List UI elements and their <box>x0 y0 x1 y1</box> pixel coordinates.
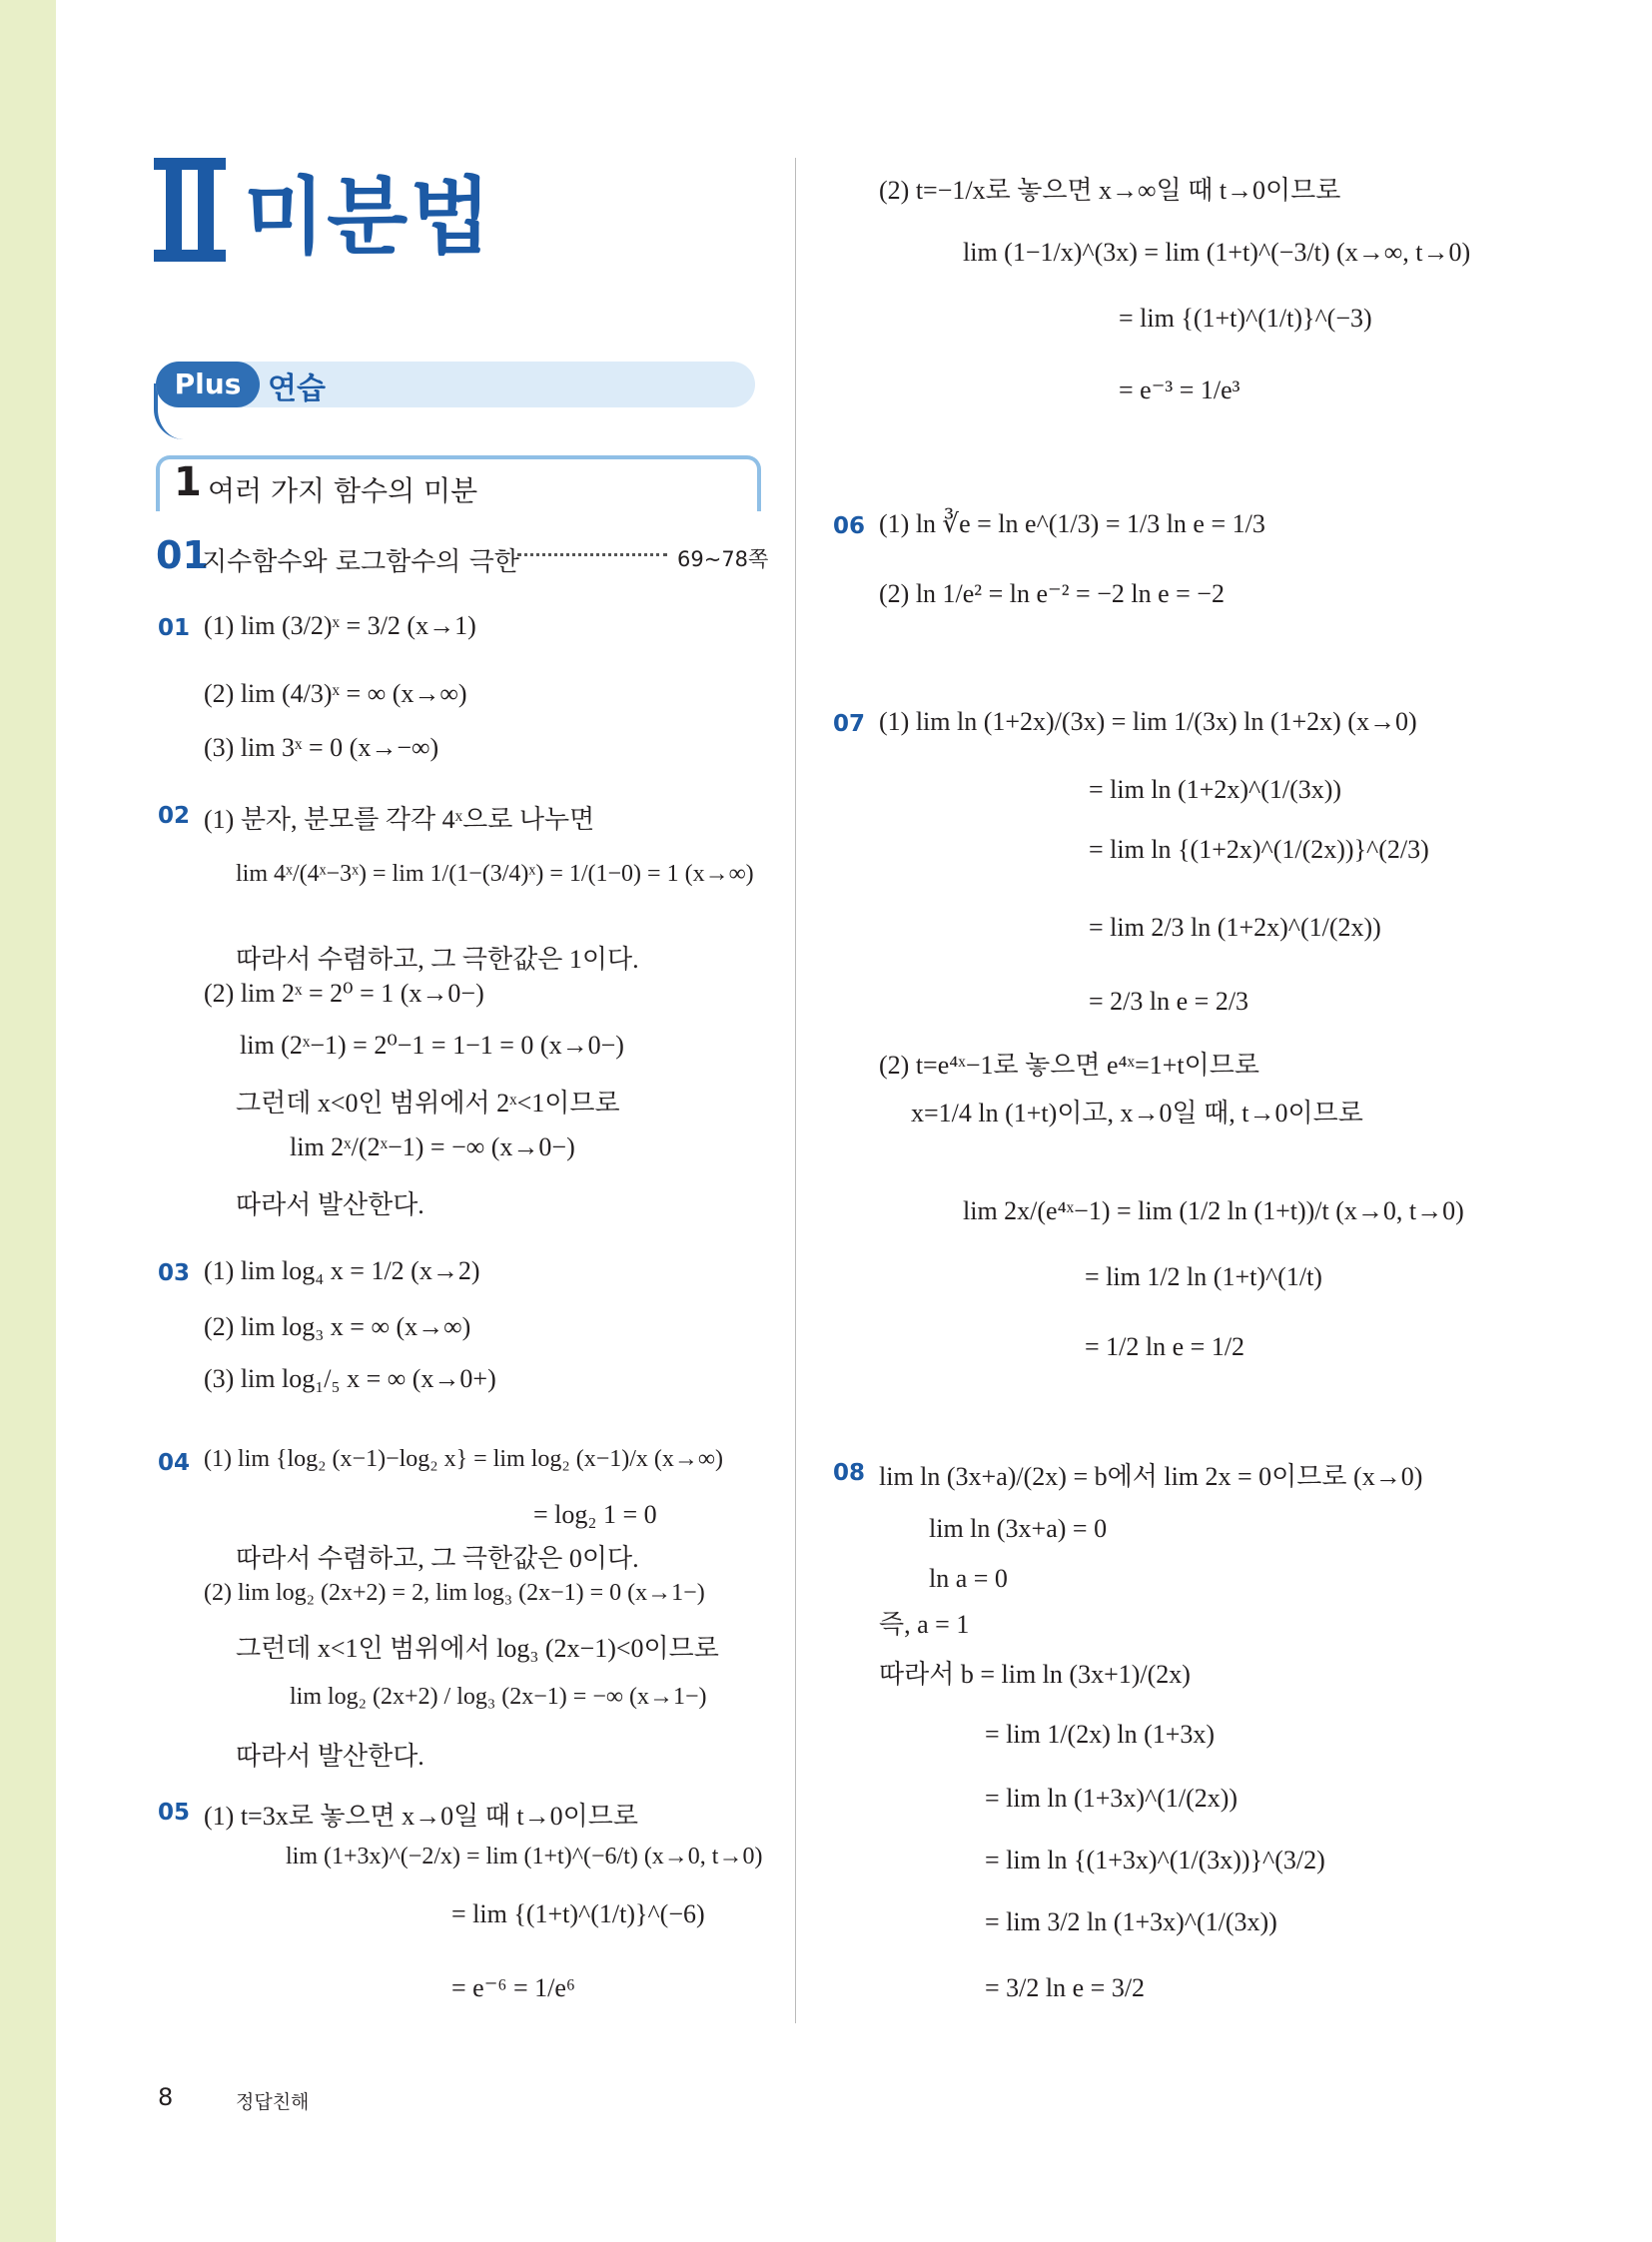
solution-line: = e⁻⁶ = 1/e⁶ <box>451 1973 575 2002</box>
solution-line: 그런데 x<1인 범위에서 log₃ (2x−1)<0이므로 <box>236 1634 719 1663</box>
solution-line: (1) ln ∛e = ln e^(1/3) = 1/3 ln e = 1/3 <box>879 509 1265 538</box>
solution-line: (2) t=−1/x로 놓으면 x→∞일 때 t→0이므로 <box>879 176 1341 205</box>
solution-line: (1) 분자, 분모를 각각 4ˣ으로 나누면 <box>204 805 595 834</box>
page-margin-band <box>0 0 56 2242</box>
solution-line: (2) lim log₂ (2x+2) = 2, lim log₃ (2x−1) = 0 (x→1−) <box>204 1580 705 1606</box>
solution-line: (3) lim log₁/₅ x = ∞ (x→0+) <box>204 1364 496 1393</box>
solution-line: (1) lim ln (1+2x)/(3x) = lim 1/(3x) ln (1+2x) (x→0) <box>879 707 1417 736</box>
solution-line: (3) lim 3ˣ = 0 (x→−∞) <box>204 733 439 762</box>
plus-label: 연습 <box>268 372 326 406</box>
solution-line: (1) lim log₄ x = 1/2 (x→2) <box>204 1256 480 1285</box>
plus-tag: Plus <box>156 362 260 407</box>
subsection-pages: 69~78쪽 <box>677 547 769 571</box>
problem-number: 07 <box>833 711 866 737</box>
column-divider <box>795 158 796 2023</box>
solution-line: x=1/4 ln (1+t)이고, x→0일 때, t→0이므로 <box>911 1099 1363 1127</box>
solution-line: lim 4ˣ/(4ˣ−3ˣ) = lim 1/(1−(3/4)ˣ) = 1/(1−0) = 1 (x→∞) <box>236 861 754 887</box>
solution-line: lim ln (3x+a) = 0 <box>929 1514 1108 1543</box>
solution-line: = lim ln {(1+3x)^(1/(3x))}^(3/2) <box>985 1846 1325 1874</box>
leader-dots <box>517 553 667 556</box>
solution-line: (1) t=3x로 놓으면 x→0일 때 t→0이므로 <box>204 1802 638 1831</box>
problem-number: 02 <box>158 803 191 829</box>
solution-line: = lim 1/(2x) ln (1+3x) <box>985 1720 1216 1749</box>
solution-line: 따라서 발산한다. <box>236 1190 424 1219</box>
solution-line: (2) t=e⁴ˣ−1로 놓으면 e⁴ˣ=1+t이므로 <box>879 1051 1259 1080</box>
solution-line: (2) lim log₃ x = ∞ (x→∞) <box>204 1312 471 1341</box>
solution-line: 즉, a = 1 <box>879 1610 970 1639</box>
page-number: 8 <box>158 2083 174 2111</box>
problem-number: 01 <box>158 615 191 641</box>
solution-line: lim (2ˣ−1) = 2⁰−1 = 1−1 = 0 (x→0−) <box>240 1031 624 1060</box>
solution-line: = lim 1/2 ln (1+t)^(1/t) <box>1085 1262 1322 1291</box>
problem-number: 03 <box>158 1260 191 1286</box>
solution-line: lim 2x/(e⁴ˣ−1) = lim (1/2 ln (1+t))/t (x→0, t→0) <box>963 1196 1464 1225</box>
solution-line: = lim ln {(1+2x)^(1/(2x))}^(2/3) <box>1089 835 1429 864</box>
solution-line: = lim {(1+t)^(1/t)}^(−3) <box>1119 304 1372 333</box>
chapter-title: 미분법 <box>244 168 493 266</box>
subsection-number: 01 <box>156 533 209 577</box>
solution-line: = lim ln (1+3x)^(1/(2x)) <box>985 1784 1239 1813</box>
solution-line: = lim {(1+t)^(1/t)}^(−6) <box>451 1899 705 1928</box>
solution-line: (2) ln 1/e² = ln e⁻² = −2 ln e = −2 <box>879 579 1225 608</box>
problem-number: 08 <box>833 1460 866 1486</box>
problem-number: 05 <box>158 1800 191 1826</box>
solution-line: lim (1+3x)^(−2/x) = lim (1+t)^(−6/t) (x→0, t→0) <box>286 1844 763 1869</box>
problem-number: 06 <box>833 513 866 539</box>
chapter-numeral-icon <box>154 158 226 262</box>
solution-line: 따라서 수렴하고, 그 극한값은 1이다. <box>236 945 639 974</box>
solution-line: = lim 2/3 ln (1+2x)^(1/(2x)) <box>1089 913 1381 942</box>
solution-line: (1) lim (3/2)ˣ = 3/2 (x→1) <box>204 611 476 640</box>
section-number: 1 <box>174 459 202 505</box>
solution-line: 따라서 b = lim ln (3x+1)/(2x) <box>879 1660 1191 1689</box>
solution-line: 따라서 발산한다. <box>236 1742 424 1771</box>
solution-line: (2) lim 2ˣ = 2⁰ = 1 (x→0−) <box>204 979 484 1008</box>
solution-line: = lim ln (1+2x)^(1/(3x)) <box>1089 775 1342 804</box>
footer-title: 정답친해 <box>236 2091 310 2113</box>
solution-line: lim 2ˣ/(2ˣ−1) = −∞ (x→0−) <box>290 1132 575 1161</box>
solution-line: = 3/2 ln e = 3/2 <box>985 1973 1146 2002</box>
solution-line: lim log₂ (2x+2) / log₃ (2x−1) = −∞ (x→1−) <box>290 1684 707 1710</box>
solution-line: = 1/2 ln e = 1/2 <box>1085 1332 1245 1361</box>
solution-line: (2) lim (4/3)ˣ = ∞ (x→∞) <box>204 679 467 708</box>
section-title: 여러 가지 함수의 미분 <box>208 474 478 507</box>
problem-number: 04 <box>158 1450 191 1476</box>
solution-line: = log₂ 1 = 0 <box>533 1500 657 1529</box>
solution-line: 따라서 수렴하고, 그 극한값은 0이다. <box>236 1544 639 1573</box>
solution-line: lim (1−1/x)^(3x) = lim (1+t)^(−3/t) (x→∞, t→0) <box>963 238 1471 267</box>
solution-line: = e⁻³ = 1/e³ <box>1119 375 1240 404</box>
solution-line: = lim 3/2 ln (1+3x)^(1/(3x)) <box>985 1907 1277 1936</box>
solution-line: = 2/3 ln e = 2/3 <box>1089 987 1249 1016</box>
subsection-title: 지수함수와 로그함수의 극한 <box>202 547 519 577</box>
solution-line: ln a = 0 <box>929 1564 1008 1593</box>
solution-line: (1) lim {log₂ (x−1)−log₂ x} = lim log₂ (x−1)/x (x→∞) <box>204 1446 724 1472</box>
solution-line: lim ln (3x+a)/(2x) = b에서 lim 2x = 0이므로 (x→0) <box>879 1462 1423 1491</box>
solution-line: 그런데 x<0인 범위에서 2ˣ<1이므로 <box>236 1089 620 1118</box>
